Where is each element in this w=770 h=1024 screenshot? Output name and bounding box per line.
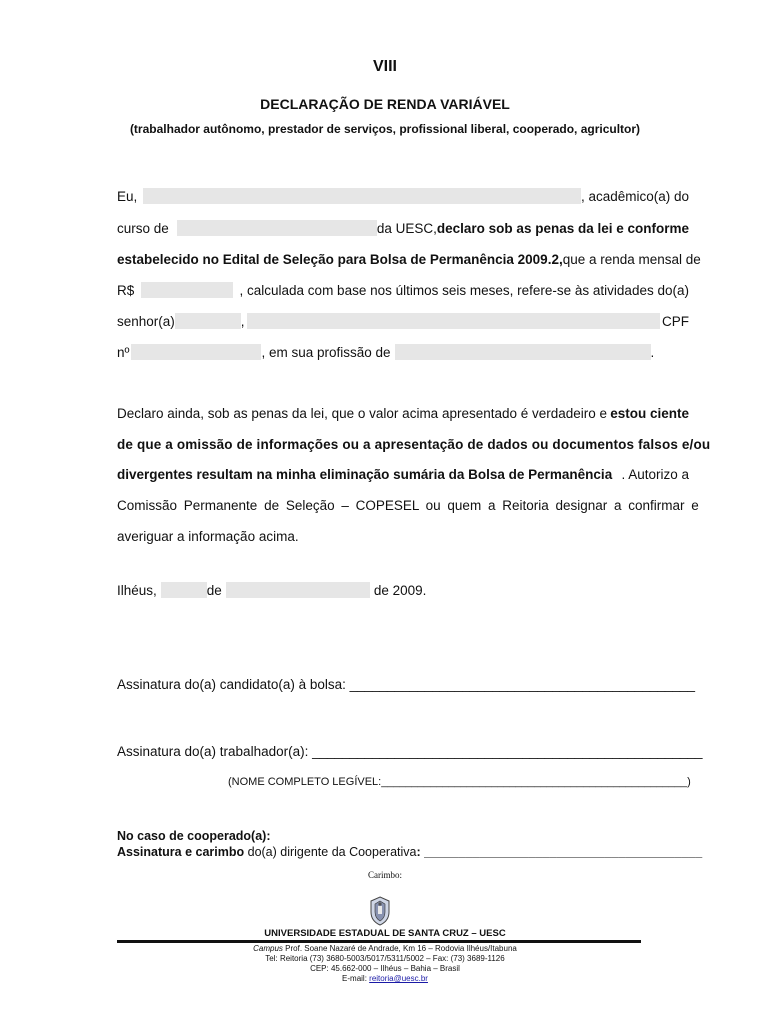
senhor-tratamento-field[interactable] [175, 313, 241, 329]
senhor-nome-field[interactable] [247, 313, 660, 329]
eu-label: Eu, [117, 189, 138, 204]
para2-line1 [117, 405, 689, 423]
email-line [0, 974, 770, 984]
document-subtitle: (trabalhador autônomo, prestador de serviços, profissional liberal, cooperado, agricultor) [129, 122, 641, 136]
nome-field[interactable] [143, 188, 581, 204]
curso-label: curso de [117, 221, 169, 236]
profissao-field[interactable] [395, 344, 651, 360]
cooperativa-signature-line [117, 845, 702, 859]
rs-label: R$ [117, 283, 135, 298]
declaro-text: declaro sob as penas da lei e conforme [436, 221, 689, 236]
para1-line3 [117, 251, 701, 269]
dia-field[interactable] [161, 582, 207, 598]
cooperado-title: No caso de cooperado(a): [117, 829, 271, 843]
campus-address [0, 944, 770, 954]
nome-legivel-line: (NOME COMPLETO LEGÍVEL:__________________________________________________) [228, 776, 691, 788]
coop-bold: Assinatura e carimbo [117, 845, 245, 859]
document-title: DECLARAÇÃO DE RENDA VARIÁVEL [260, 96, 510, 112]
cpf-label: CPF [662, 314, 689, 329]
para2-line3 [117, 466, 689, 484]
email-link[interactable]: reitoria@uesc.br [369, 974, 428, 983]
curso-field[interactable] [177, 220, 377, 236]
coop-normal: do(a) dirigente da Cooperativa [244, 845, 417, 859]
da-uesc-label: da UESC, [376, 221, 437, 236]
annex-number: VIII [372, 58, 397, 75]
period-label: . [650, 345, 655, 360]
email-label: E-mail: [342, 974, 370, 983]
para1-line2 [117, 220, 689, 238]
edital-text: estabelecido no Edital de Seleção para Bolsa de Permanência 2009.2, [117, 252, 563, 267]
date-line [117, 582, 689, 600]
campus-rest: Prof. Soane Nazaré de Andrade, Km 16 – Rodovia Ilhéus/Itabuna [282, 944, 517, 953]
no-label: nº [117, 345, 130, 360]
uesc-crest-icon [368, 896, 392, 926]
profissao-label: , em sua profissão de [261, 345, 391, 360]
trabalhador-signature-line: Assinatura do(a) trabalhador(a): ____________________________________________________ [117, 744, 703, 759]
footer-rule [117, 940, 641, 943]
phone-line: Tel: Reitoria (73) 3680-5003/5017/5311/5002 – Fax: (73) 3689-1126 [265, 954, 505, 963]
carimbo-label: Carimbo: [368, 870, 402, 880]
para1-line5 [117, 313, 689, 331]
para2-l4: Comissão Permanente de Seleção – COPESEL ou quem a Reitoria designar a confirmar e [117, 498, 699, 513]
candidato-signature-line: Assinatura do(a) candidato(a) à bolsa: ______________________________________________ [117, 677, 696, 692]
para1-line6 [117, 344, 689, 362]
para2-line4 [117, 497, 699, 515]
para1-line4 [117, 282, 689, 300]
para2-l5: averiguar a informação acima. [117, 529, 299, 544]
calculada-text: , calculada com base nos últimos seis meses, refere-se às atividades do(a) [239, 283, 689, 298]
para2-l3-normal: . Autorizo a [621, 467, 689, 482]
comma-label: , [240, 314, 245, 329]
academico-label: , acadêmico(a) do [580, 189, 689, 204]
para2-l1-normal: Declaro ainda, sob as penas da lei, que o valor acima apresentado é verdadeiro e [117, 406, 608, 421]
renda-text: que a renda mensal de [562, 252, 701, 267]
city-label: Ilhéus, [117, 583, 157, 598]
senhor-label: senhor(a) [117, 314, 175, 329]
para2-line2 [117, 436, 711, 454]
university-name: UNIVERSIDADE ESTADUAL DE SANTA CRUZ – UESC [264, 928, 506, 939]
para2-line5 [117, 528, 689, 546]
year-label: de 2009. [373, 583, 427, 598]
cpf-field[interactable] [131, 344, 261, 360]
valor-field[interactable] [141, 282, 233, 298]
coop-colon: : ________________________________________ [416, 845, 703, 859]
para2-l1-bold: estou ciente [610, 406, 689, 421]
cep-line: CEP: 45.662-000 – Ilhéus – Bahia – Brasil [310, 964, 460, 973]
para1-line1 [117, 188, 689, 206]
mes-field[interactable] [226, 582, 370, 598]
para2-l2-bold: de que a omissão de informações ou a apresentação de dados ou documentos falsos e/ou [117, 437, 711, 452]
campus-italic: Campus [253, 944, 283, 953]
de-label: de [206, 583, 222, 598]
para2-l3-bold: divergentes resultam na minha eliminação sumária da Bolsa de Permanência [117, 467, 613, 482]
